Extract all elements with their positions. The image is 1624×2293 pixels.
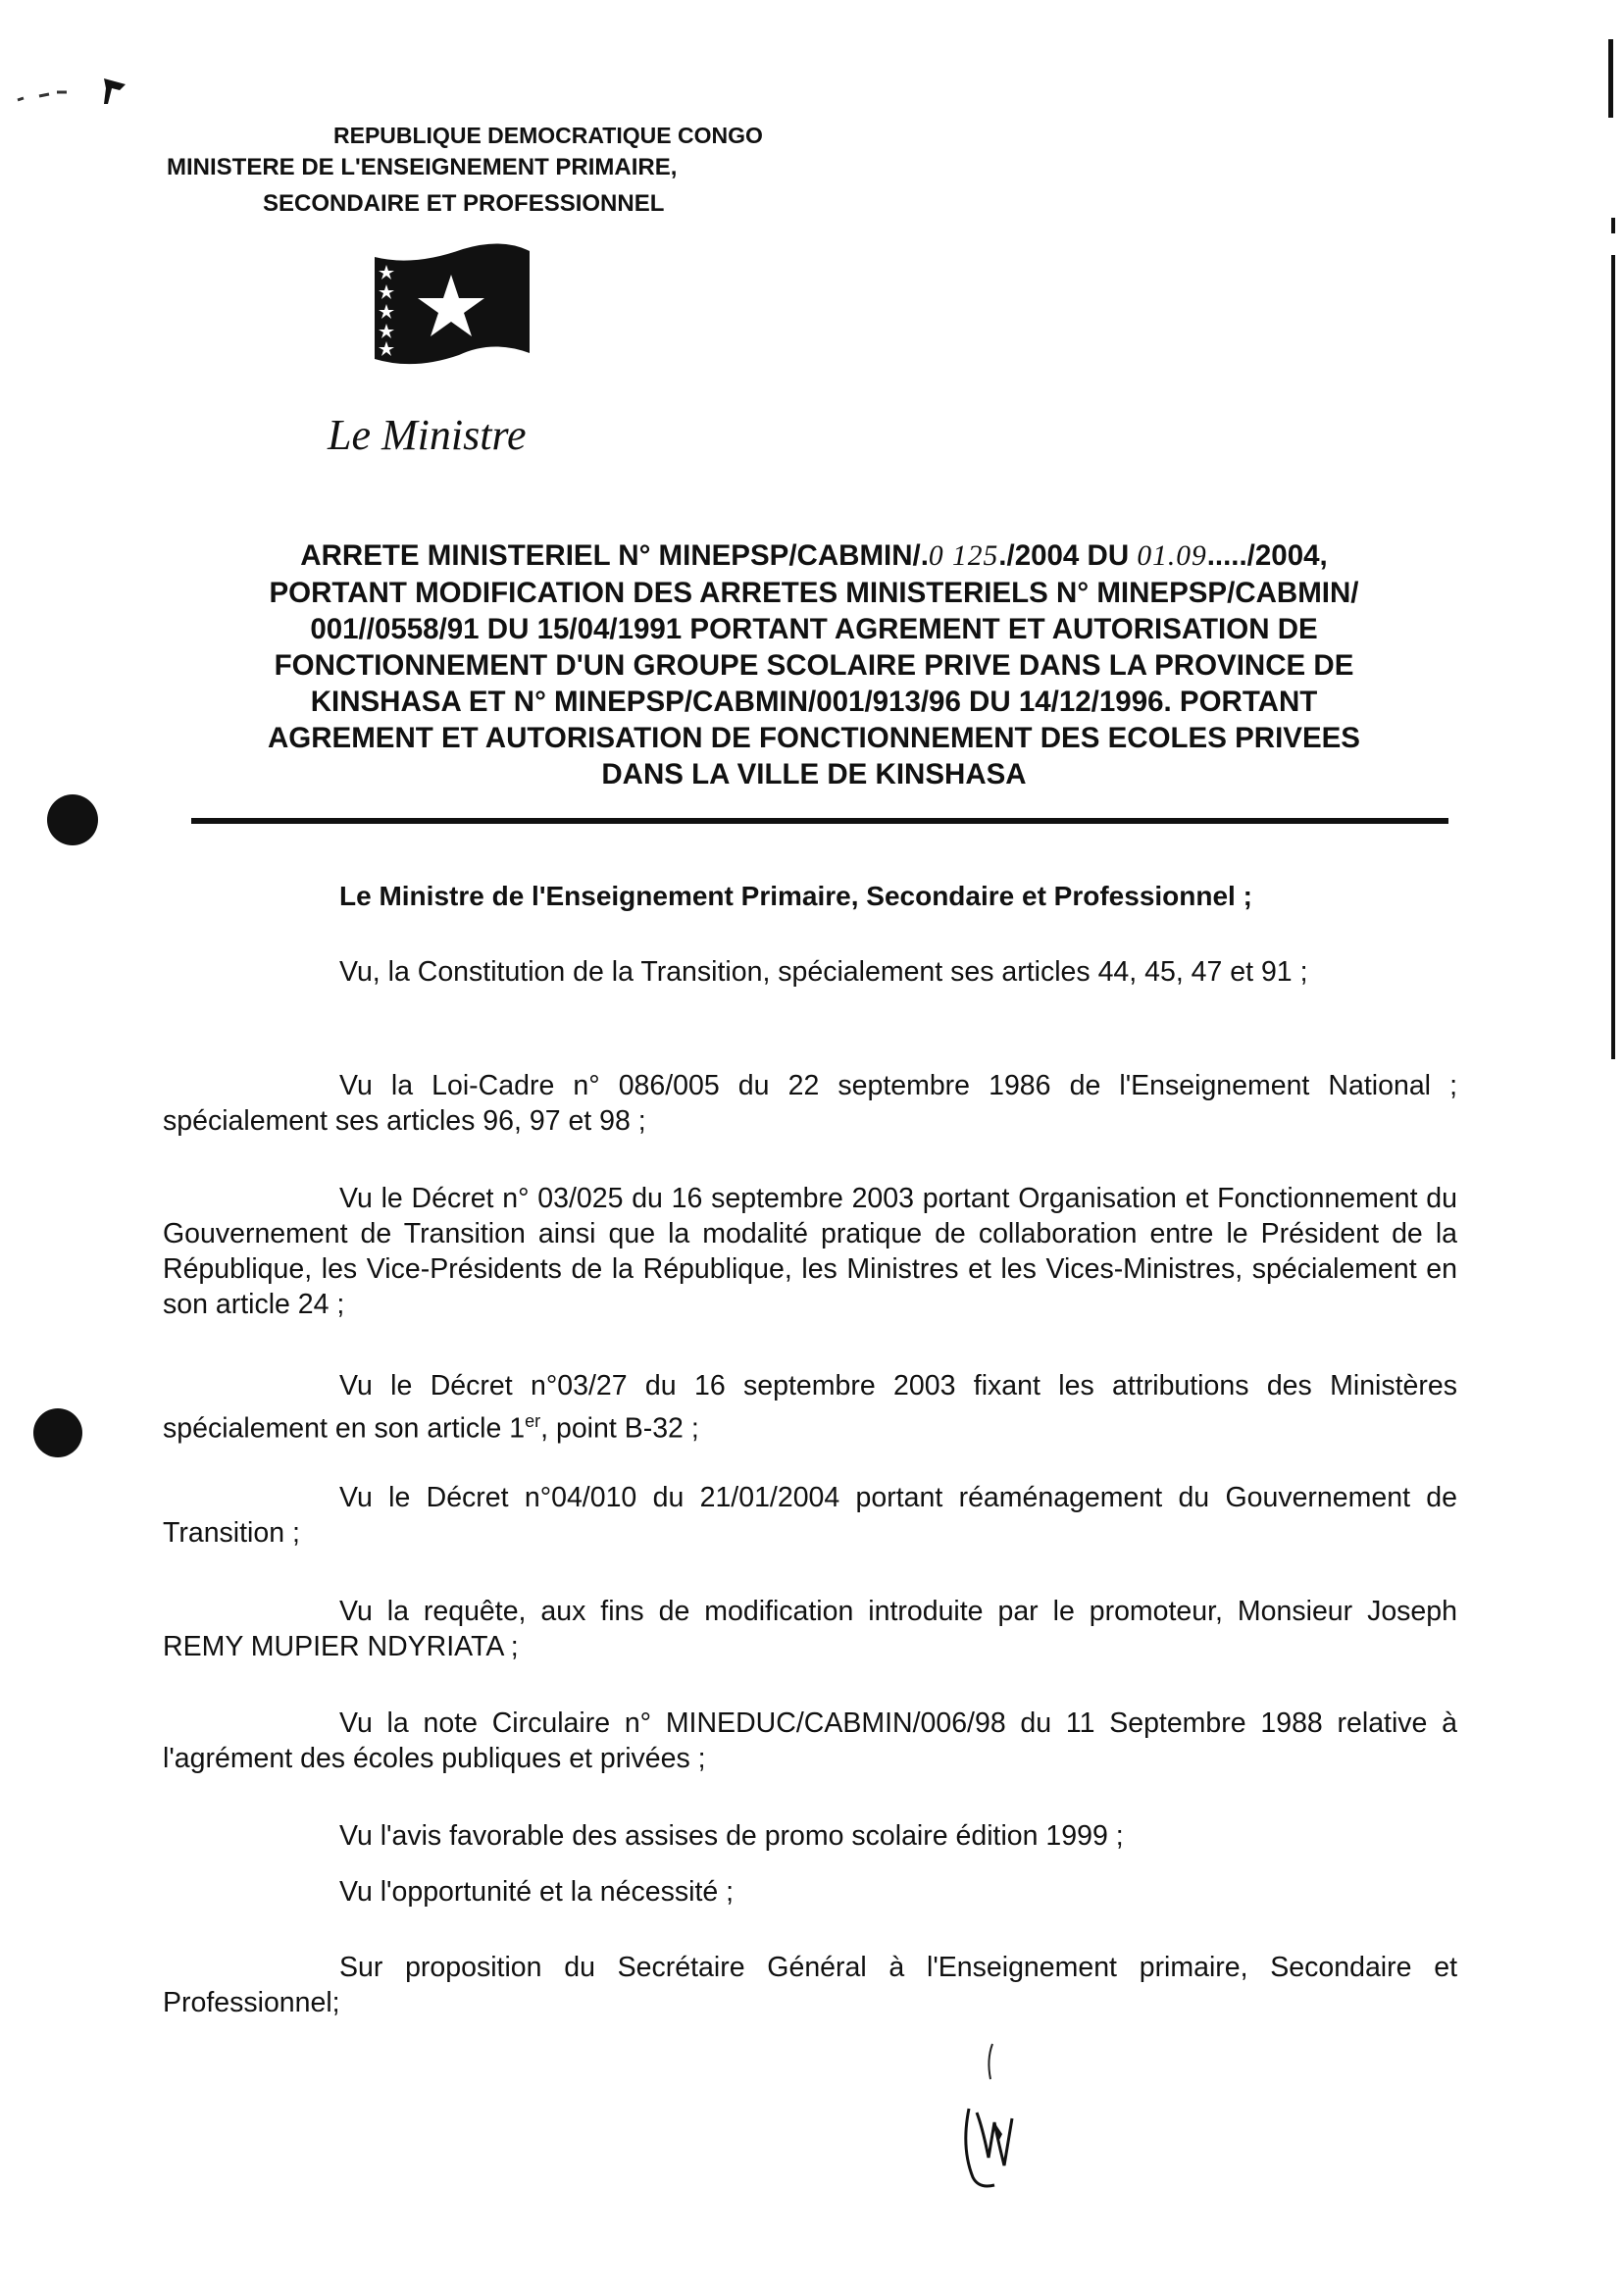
scan-edge-mark bbox=[1611, 218, 1615, 233]
paragraph-requete: Vu la requête, aux fins de modification introduite par le promoteur, Monsieur Joseph REMY MUPIER NDYRIATA ; bbox=[163, 1596, 1457, 1662]
handwritten-number: 0 125 bbox=[928, 540, 999, 572]
title-line-7: DANS LA VILLE DE KINSHASA bbox=[601, 758, 1027, 790]
scan-edge-mark bbox=[1608, 39, 1613, 118]
paragraph-proposition: Sur proposition du Secrétaire Général à l'Enseignement primaire, Secondaire et Professionnel; bbox=[163, 1952, 1457, 2018]
scan-mark-icon bbox=[10, 71, 137, 110]
superscript-er: er bbox=[525, 1411, 541, 1431]
title-line-2: PORTANT MODIFICATION DES ARRETES MINISTERIELS N° MINEPSP/CABMIN/ bbox=[269, 577, 1359, 609]
title-divider bbox=[191, 818, 1448, 824]
ministry-name-line2: SECONDAIRE ET PROFESSIONNEL bbox=[263, 190, 665, 217]
paragraph-opportunite: Vu l'opportunité et la nécessité ; bbox=[339, 1876, 735, 1908]
title-line-1: ARRETE MINISTERIEL N° MINEPSP/CABMIN/.0 125./2004 DU 01.09...../2004, bbox=[300, 539, 1328, 572]
minister-intro: Le Ministre de l'Enseignement Primaire, Secondaire et Professionnel ; bbox=[339, 881, 1252, 911]
paragraph-decret-03-025: Vu le Décret n° 03/025 du 16 septembre 2003 portant Organisation et Fonctionnement du Gouvernement de Transition ainsi que la modalité pratique de collaboration entre le Président de la République, les Vice-Présidents de la République, les Ministres et les Vices-Ministres, spécialement en son article 24 ; bbox=[163, 1183, 1457, 1320]
paragraph-avis-favorable: Vu l'avis favorable des assises de promo scolaire édition 1999 ; bbox=[339, 1820, 1124, 1852]
title-line-6: AGREMENT ET AUTORISATION DE FONCTIONNEMENT DES ECOLES PRIVEES bbox=[268, 722, 1360, 754]
paragraph-decret-04-010: Vu le Décret n°04/010 du 21/01/2004 portant réaménagement du Gouvernement de Transition ; bbox=[163, 1482, 1457, 1549]
paragraph-note-circulaire: Vu la note Circulaire n° MINEDUC/CABMIN/006/98 du 11 Septembre 1988 relative à l'agrément des écoles publiques et privées ; bbox=[163, 1707, 1457, 1774]
minister-label: Le Ministre bbox=[328, 411, 527, 459]
flag-star-emblem-icon bbox=[365, 237, 537, 369]
paragraph-constitution: Vu, la Constitution de la Transition, spécialement ses articles 44, 45, 47 et 91 ; bbox=[339, 956, 1308, 988]
paragraph-decret-03-27: Vu le Décret n°03/27 du 16 septembre 2003 fixant les attributions des Ministères spécialement en son article 1er, point B-32 ; bbox=[163, 1370, 1457, 1445]
punch-hole bbox=[33, 1408, 82, 1457]
title-line-4: FONCTIONNEMENT D'UN GROUPE SCOLAIRE PRIVE DANS LA PROVINCE DE bbox=[274, 649, 1354, 682]
paragraph-loi-cadre: Vu la Loi-Cadre n° 086/005 du 22 septembre 1986 de l'Enseignement National ; spécialement ses articles 96, 97 et 98 ; bbox=[163, 1070, 1457, 1137]
ministry-name-line1: MINISTERE DE L'ENSEIGNEMENT PRIMAIRE, bbox=[167, 154, 678, 180]
title-line-5: KINSHASA ET N° MINEPSP/CABMIN/001/913/96 DU 14/12/1996. PORTANT bbox=[310, 686, 1318, 718]
handwritten-signature-icon bbox=[943, 2040, 1051, 2197]
handwritten-date: 01.09 bbox=[1137, 540, 1207, 572]
scan-edge-mark bbox=[1611, 255, 1615, 1059]
decree-title bbox=[157, 537, 1471, 792]
title-line-3: 001//0558/91 DU 15/04/1991 PORTANT AGREMENT ET AUTORISATION DE bbox=[310, 613, 1318, 645]
republic-name: REPUBLIQUE DEMOCRATIQUE CONGO bbox=[333, 123, 763, 148]
punch-hole bbox=[47, 794, 98, 845]
